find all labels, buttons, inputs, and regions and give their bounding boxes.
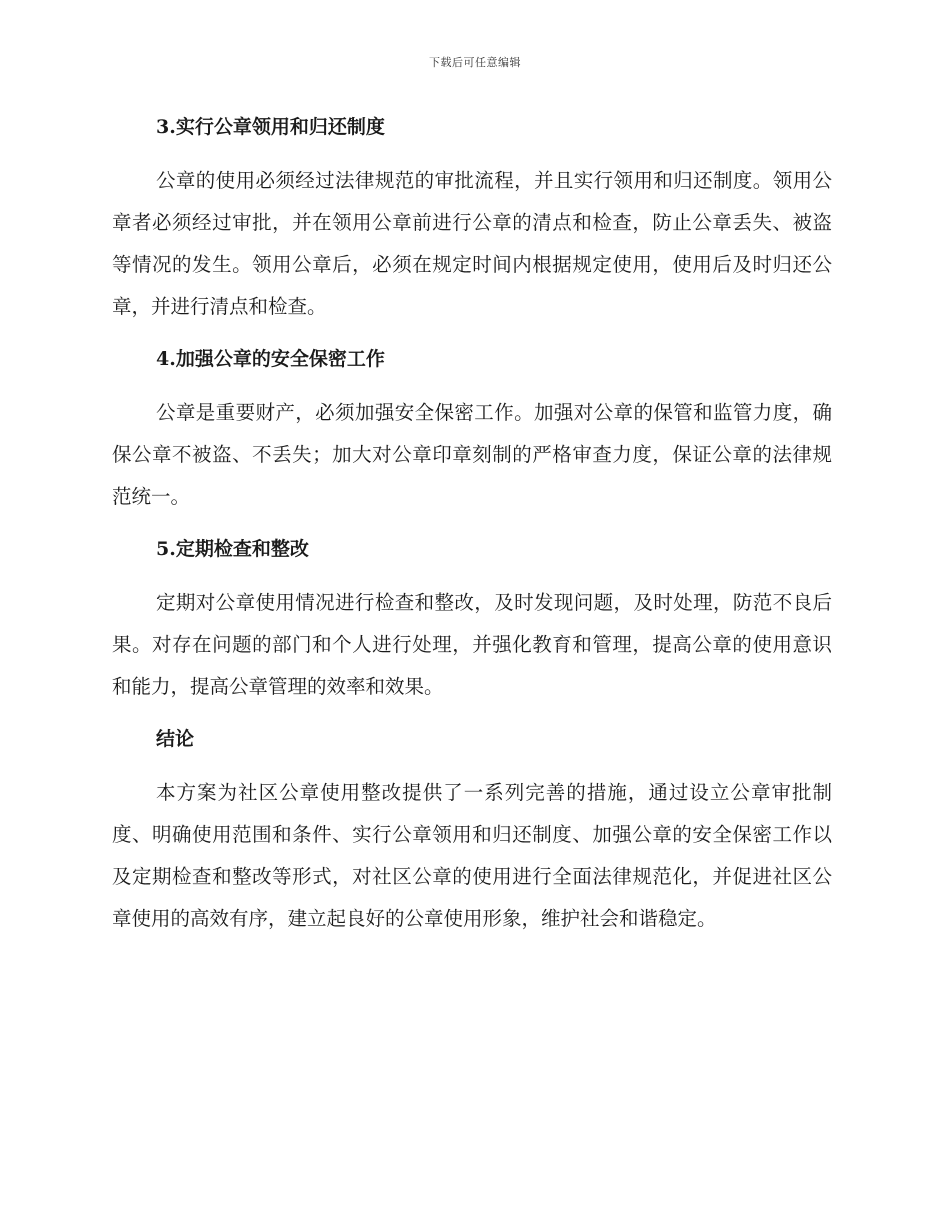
document-body xyxy=(112,108,832,952)
section-heading: 5.定期检查和整改 xyxy=(156,538,309,560)
section-paragraph: 公章是重要财产，必须加强安全保密工作。加强对公章的保管和监管力度，确保公章不被盗、不丢失；加大对公章印章刻制的严格审查力度，保证公章的法律规范统一。 xyxy=(112,401,832,508)
section-conclusion xyxy=(112,720,832,940)
section-4 xyxy=(112,340,832,518)
section-paragraph: 公章的使用必须经过法律规范的审批流程，并且实行领用和归还制度。领用公章者必须经过审批，并在领用公章前进行公章的清点和检查，防止公章丢失、被盗等情况的发生。领用公章后，必须在规定时间内根据规定使用，使用后及时归还公章，并进行清点和检查。 xyxy=(112,169,832,318)
section-heading: 4.加强公章的安全保密工作 xyxy=(156,348,385,370)
section-heading: 结论 xyxy=(156,728,195,750)
section-heading: 3.实行公章领用和归还制度 xyxy=(156,116,385,138)
page-header: 下载后可任意编辑 xyxy=(429,56,521,69)
section-paragraph: 本方案为社区公章使用整改提供了一系列完善的措施，通过设立公章审批制度、明确使用范围和条件、实行公章领用和归还制度、加强公章的安全保密工作以及定期检查和整改等形式，对社区公章的使用进行全面法律规范化，并促进社区公章使用的高效有序，建立起良好的公章使用形象，维护社会和谐稳定。 xyxy=(112,781,832,930)
section-3 xyxy=(112,108,832,328)
section-paragraph: 定期对公章使用情况进行检查和整改，及时发现问题，及时处理，防范不良后果。对存在问题的部门和个人进行处理，并强化教育和管理，提高公章的使用意识和能力，提高公章管理的效率和效果。 xyxy=(112,591,832,698)
section-5 xyxy=(112,530,832,708)
